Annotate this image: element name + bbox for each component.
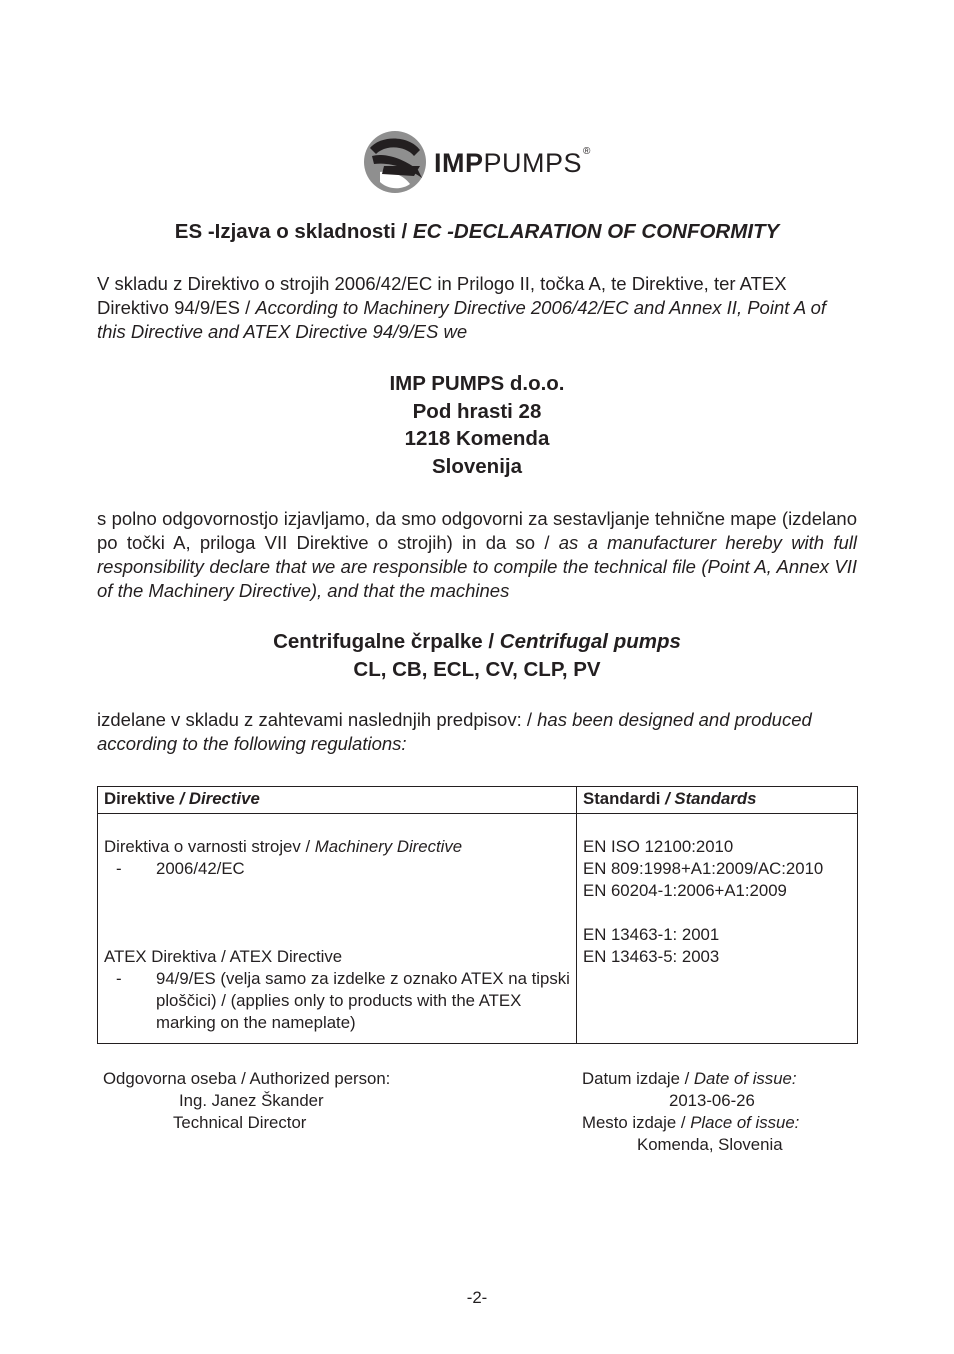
company-name: IMP PUMPS d.o.o.: [389, 372, 565, 395]
machinery-label-en: Machinery Directive: [314, 837, 463, 856]
atex-directive-label: ATEX Direktiva / ATEX Directive: [104, 947, 343, 966]
designed-english: has been designed and produced according to the following regulations:: [97, 709, 812, 754]
header-directive-sl: Direktive: [104, 789, 180, 808]
date-label-sl: Datum izdaje /: [582, 1069, 694, 1088]
logo-brand-bold: IMP: [434, 148, 484, 178]
bullet-dash: -: [116, 969, 122, 988]
logo-wordmark: [434, 148, 591, 179]
product-heading: [0, 628, 954, 684]
machinery-directive-number: 2006/42/EC: [156, 859, 245, 878]
place-of-issue-label: [582, 1112, 799, 1134]
authorized-person-block: [103, 1068, 390, 1134]
company-address: [0, 370, 954, 480]
responsibility-paragraph: [97, 507, 857, 603]
company-city: 1218 Komenda: [404, 427, 550, 450]
header-standards-en: / Standards: [665, 789, 757, 808]
registered-mark: ®: [583, 146, 591, 157]
responsibility-slovene: s polno odgovornostjo izjavljamo, da smo odgovorni za sestavljanje tehnične mape (izdelano po točki A, priloga VII Direktive o strojih) in da so /: [97, 508, 857, 553]
title-english: EC -DECLARATION OF CONFORMITY: [412, 220, 780, 243]
document-title: [0, 220, 954, 244]
standards-cell: [577, 814, 858, 1044]
atex-directive-item: 94/9/ES (velja samo za izdelke z oznako ATEX na tipski ploščici) / (applies only to products with the ATEX marking on the nameplate): [156, 969, 570, 1032]
authorized-person-name: Ing. Janez Škander: [179, 1091, 324, 1110]
place-of-issue-value: Komenda, Slovenia: [637, 1135, 783, 1154]
designed-paragraph: [97, 708, 857, 756]
table-header-row: [98, 787, 858, 814]
product-slovene: Centrifugalne črpalke /: [273, 630, 500, 653]
list-item: [104, 968, 570, 1034]
authorized-person-position: Technical Director: [173, 1113, 307, 1132]
bullet-dash: -: [116, 859, 122, 878]
impeller-logo-icon: [362, 126, 428, 198]
product-models: CL, CB, ECL, CV, CLP, PV: [353, 658, 601, 681]
company-logo: [362, 126, 602, 198]
standard-item: EN 60204-1:2006+A1:2009: [583, 881, 787, 900]
product-english: Centrifugal pumps: [499, 630, 681, 653]
designed-slovene: izdelane v skladu z zahtevami naslednjih predpisov: /: [97, 709, 538, 730]
machinery-label-sl: Direktiva o varnosti strojev /: [104, 837, 315, 856]
logo-brand-regular: PUMPS: [483, 148, 583, 178]
header-standards: [577, 787, 858, 814]
table-row: [98, 814, 858, 1044]
company-street: Pod hrasti 28: [412, 399, 542, 423]
standard-item: EN 809:1998+A1:2009/AC:2010: [583, 859, 824, 878]
standard-item: EN 13463-1: 2001: [583, 925, 720, 944]
header-directive-en: / Directive: [179, 789, 260, 808]
machinery-directive-label: [104, 836, 570, 858]
header-standards-sl: Standardi: [583, 789, 666, 808]
intro-paragraph: [97, 272, 857, 344]
list-item: [104, 858, 570, 880]
company-country: Slovenija: [431, 454, 522, 478]
product-name: [0, 628, 954, 656]
date-of-issue-label: [582, 1068, 799, 1090]
date-label-en: Date of issue:: [693, 1069, 797, 1088]
responsibility-english: as a manufacturer hereby with full responsibility declare that we are responsible to compile the technical file (Point A, Annex VII of the Machinery Directive), and that the machines: [97, 532, 857, 601]
standard-item: EN 13463-5: 2003: [583, 947, 720, 966]
regulations-table: [97, 786, 858, 1044]
page-number: -2-: [466, 1288, 488, 1307]
title-slovene: ES -Izjava o skladnosti /: [174, 220, 413, 243]
authorized-person-label: Odgovorna oseba / Authorized person:: [103, 1069, 391, 1088]
intro-slovene: V skladu z Direktivo o strojih 2006/42/EC in Prilogo II, točka A, te Direktive, ter ATEX Direktivo 94/9/ES /: [97, 273, 787, 318]
intro-english: According to Machinery Directive 2006/42/EC and Annex II, Point A of this Directive and ATEX Directive 94/9/ES we: [97, 297, 827, 342]
issue-info-block: [582, 1068, 799, 1156]
place-label-en: Place of issue:: [690, 1113, 800, 1132]
header-directive: [98, 787, 577, 814]
directives-cell: [98, 814, 577, 1044]
standard-item: EN ISO 12100:2010: [583, 837, 734, 856]
date-of-issue-value: 2013-06-26: [669, 1091, 755, 1110]
place-label-sl: Mesto izdaje /: [582, 1113, 691, 1132]
